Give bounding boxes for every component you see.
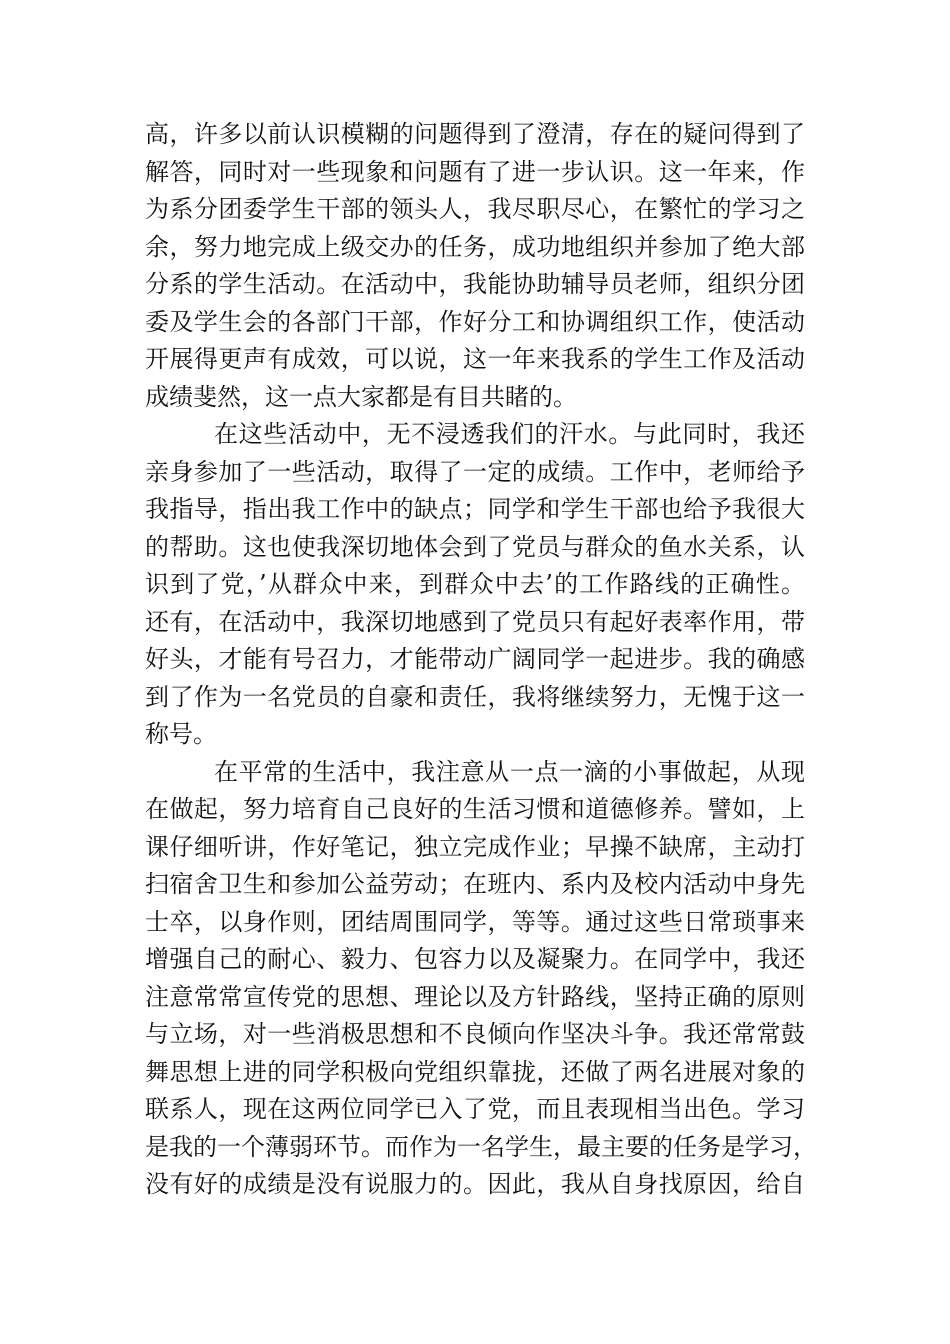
text-line: 高，许多以前认识模糊的问题得到了澄清，存在的疑问得到了: [145, 120, 805, 148]
text-line: 好头，才能有号召力，才能带动广阔同学一起进步。我的确感: [145, 645, 805, 673]
text-line: 开展得更声有成效，可以说，这一年来我系的学生工作及活动: [145, 345, 805, 373]
text-line: 的帮助。这也使我深切地体会到了党员与群众的鱼水关系，认: [145, 532, 805, 561]
text-line: 到了作为一名党员的自豪和责任，我将继续努力，无愧于这一: [145, 682, 805, 711]
text-line: 识到了党，’从群众中来，到群众中去’的工作路线的正确性。: [145, 570, 805, 598]
paragraph-2: [145, 416, 805, 754]
text-line: 亲身参加了一些活动，取得了一定的成绩。工作中，老师给予: [145, 457, 805, 486]
body-text: [145, 116, 817, 1204]
text-line: 成绩斐然，这一点大家都是有目共睹的。: [145, 382, 577, 411]
text-line: 在这些活动中，无不浸透我们的汗水。与此同时，我还: [214, 420, 805, 448]
text-line: 称号。: [145, 720, 217, 748]
text-line: 与立场，对一些消极思想和不良倾向作坚决斗争。我还常常鼓: [145, 1020, 805, 1048]
text-line: 是我的一个薄弱环节。而作为一名学生，最主要的任务是学习，: [145, 1132, 817, 1161]
text-line: 还有，在活动中，我深切地感到了党员只有起好表率作用，带: [145, 607, 805, 636]
paragraph-1: [145, 116, 805, 416]
text-line: 我指导，指出我工作中的缺点；同学和学生干部也给予我很大: [145, 495, 805, 523]
text-line: 在做起，努力培育自己良好的生活习惯和道德修养。譬如，上: [145, 795, 805, 823]
text-line: 解答，同时对一些现象和问题有了进一步认识。这一年来，作: [145, 157, 805, 186]
text-line: 增强自己的耐心、毅力、包容力以及凝聚力。在同学中，我还: [145, 945, 805, 973]
text-line: 余，努力地完成上级交办的任务，成功地组织并参加了绝大部: [145, 232, 805, 261]
paragraph-3: [145, 754, 817, 1204]
text-line: 分系的学生活动。在活动中，我能协助辅导员老师，组织分团: [145, 270, 805, 298]
text-line: 联系人，现在这两位同学已入了党，而且表现相当出色。学习: [145, 1095, 805, 1123]
text-line: 注意常常宣传党的思想、理论以及方针路线，坚持正确的原则: [145, 982, 805, 1011]
text-line: 为系分团委学生干部的领头人，我尽职尽心，在繁忙的学习之: [145, 195, 805, 223]
text-line: 扫宿舍卫生和参加公益劳动；在班内、系内及校内活动中身先: [145, 870, 805, 898]
text-line: 没有好的成绩是没有说服力的。因此，我从自身找原因，给自: [145, 1170, 805, 1198]
text-line: 委及学生会的各部门干部，作好分工和协调组织工作，使活动: [145, 307, 805, 336]
text-line: 在平常的生活中，我注意从一点一滴的小事做起，从现: [214, 757, 805, 786]
text-line: 课仔细听讲，作好笔记，独立完成作业；早操不缺席，主动打: [145, 832, 805, 861]
text-line: 舞思想上进的同学积极向党组织靠拢，还做了两名进展对象的: [145, 1057, 805, 1086]
text-line: 士卒，以身作则，团结周围同学，等等。通过这些日常琐事来: [145, 907, 805, 936]
